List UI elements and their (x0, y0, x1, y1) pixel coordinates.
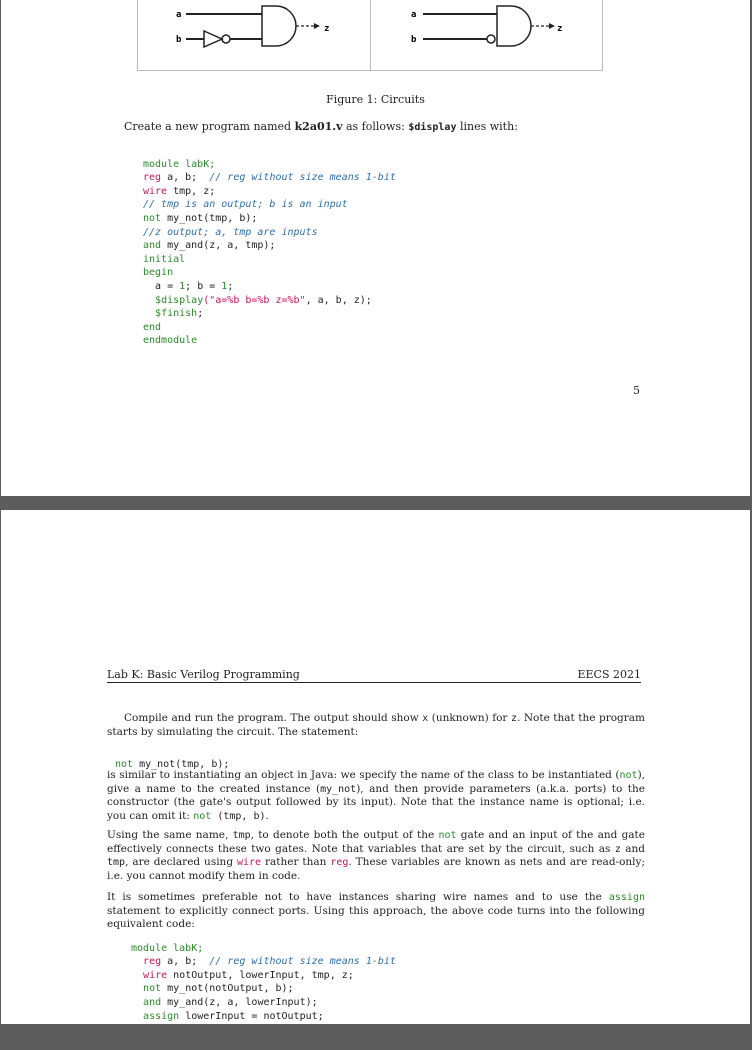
header-course: EECS 2021 (577, 668, 641, 681)
text: , to denote both the output of the (250, 829, 439, 841)
code-token: not (143, 212, 162, 224)
code-block-2 (131, 928, 396, 1050)
code-token: lowerInput = notOutput; (179, 1010, 324, 1022)
circuit-left-input-b: b (176, 35, 182, 45)
code-token: my_and(z, a, lowerInput); (161, 996, 318, 1008)
code-string: ("a=%b b=%b z=%b" (203, 294, 306, 306)
figure-caption: Figure 1: Circuits (326, 93, 425, 106)
circuit-left-input-a: a (176, 10, 182, 20)
code-line (143, 321, 396, 335)
code-line (143, 158, 396, 172)
code-block-1 (143, 144, 396, 375)
code-inline: not (438, 830, 457, 841)
code-token: end (143, 321, 162, 333)
code-token: my_and(z, a, tmp); (161, 240, 276, 252)
text: . (265, 809, 269, 822)
text: is similar to instantiating an object in Java: we specify the name of the class to be instantiated ( (107, 769, 620, 781)
code-line (131, 1010, 396, 1024)
code-line (131, 982, 396, 996)
inverter-bubble-icon (487, 35, 495, 43)
statement-code (115, 748, 229, 770)
code-line (143, 171, 396, 185)
code-line (143, 307, 396, 321)
text: , are declared using (125, 856, 237, 868)
code-line (143, 266, 396, 280)
code-inline: (tmp, b) (211, 810, 266, 822)
page-separator (0, 496, 752, 510)
code-token: begin (143, 267, 174, 279)
page-2 (1, 510, 750, 1024)
code-line (131, 955, 396, 969)
code-inline: not (193, 810, 212, 822)
circuit-left-diagram (138, 0, 370, 70)
code-line (131, 996, 396, 1010)
code-token: endmodule (143, 335, 198, 347)
circuit-right-input-a: a (411, 10, 417, 20)
code-token: and (143, 996, 162, 1008)
code-number: 1 (221, 280, 228, 292)
and-gate-icon (497, 6, 531, 46)
code-line (131, 942, 396, 956)
text: (unknown) for (428, 712, 511, 724)
code-line (143, 185, 396, 199)
intro-text-2: as follows: (342, 120, 409, 133)
code-inline: wire (236, 857, 262, 868)
circuit-right-diagram (371, 0, 603, 70)
intro-filename: k2a01.v (294, 120, 343, 133)
intro-text-1: Create a new program named (124, 120, 295, 133)
text: ), give a name to the created instance ( (107, 769, 645, 795)
code-token: my_not(tmp, b); (133, 759, 230, 770)
intro-display-keyword: $display (408, 122, 457, 133)
code-token: assign (143, 1010, 180, 1022)
code-token: ; (227, 280, 234, 292)
code-comment: // reg without size means 1-bit (209, 956, 396, 968)
code-token: reg (143, 956, 162, 968)
code-token: initial (143, 253, 186, 265)
code-token: not (115, 759, 134, 770)
paragraph-java-analogy (107, 769, 645, 823)
text: ), and then provide parameters (a.k.a. ports) to the constructor (the gate's output followed by its input). Note that the instance name is optional; i.e. you can omit it: (107, 782, 645, 822)
code-line (131, 969, 396, 983)
circuit-left-output-z: z (324, 24, 330, 34)
code-line (143, 253, 396, 267)
code-token: ; (197, 308, 204, 320)
code-token: and (143, 240, 162, 252)
code-token: reg (143, 172, 162, 184)
code-token: ; b = (185, 280, 222, 292)
paragraph-assign (107, 891, 645, 932)
paragraph-nets (107, 829, 645, 883)
and-gate-icon (262, 6, 296, 46)
code-inline: my_not (320, 783, 357, 795)
code-token: a, b; (161, 956, 210, 968)
text: . Note that the program starts by simulating the circuit. The statement: (107, 712, 646, 738)
code-token: wire (143, 185, 168, 197)
code-line (143, 334, 396, 348)
code-inline: tmp (107, 857, 126, 868)
code-inline: assign (608, 892, 645, 903)
code-line (143, 198, 396, 212)
code-token: notOutput, lowerInput, tmp, z; (167, 969, 354, 981)
code-line (143, 226, 396, 240)
code-line (143, 239, 396, 253)
page-number: 5 (633, 384, 640, 397)
circuit-right-input-b: b (411, 35, 417, 45)
code-token: module labK; (143, 158, 216, 170)
code-comment: // reg without size means 1-bit (209, 172, 396, 184)
code-token: a = (155, 280, 180, 292)
text: and (620, 842, 645, 855)
page-1 (1, 0, 750, 496)
header-title: Lab K: Basic Verilog Programming (107, 668, 300, 681)
code-token: , a, b, z); (305, 294, 372, 306)
code-inline: z (510, 713, 517, 724)
code-token: wire (143, 969, 168, 981)
code-comment: // tmp is an output; b is an input (143, 199, 348, 211)
code-inline: z (614, 843, 621, 855)
code-token: tmp, z; (167, 185, 216, 197)
code-token: not (143, 983, 162, 995)
text: gate and an input of the and gate effectively connects these two gates. Note that variables that are set by the circuit, such as (107, 829, 645, 855)
figure-box (137, 0, 603, 71)
code-line (143, 212, 396, 226)
code-inline: not (619, 770, 638, 781)
circuit-right-output-z: z (557, 24, 563, 34)
not-gate-icon (204, 31, 222, 47)
code-number: 1 (179, 280, 186, 292)
text: It is sometimes preferable not to have instances sharing wire names and to use the (107, 891, 609, 903)
text: Using the same name, (107, 829, 233, 841)
code-inline: reg (330, 857, 349, 868)
code-inline: x (422, 713, 429, 724)
intro-text-3: lines with: (456, 120, 518, 133)
text: rather than (261, 856, 331, 868)
code-line (143, 280, 396, 294)
code-inline: tmp (232, 830, 251, 841)
text: . These variables are known as nets and are read-only; i.e. you cannot modify them in code. (107, 856, 645, 882)
paragraph-compile (107, 712, 645, 739)
code-token: module labK; (131, 942, 204, 954)
code-line (143, 294, 396, 308)
code-token: a, b; (161, 172, 210, 184)
code-token: $finish (155, 308, 198, 320)
code-token: my_not(tmp, b); (161, 212, 258, 224)
text: statement to explicitly connect ports. Using this approach, the above code turns into the following equivalent code: (107, 904, 645, 930)
running-header (107, 668, 641, 683)
code-token: $display (155, 294, 204, 306)
page1-intro (124, 120, 664, 135)
code-token: my_not(notOutput, b); (161, 983, 294, 995)
text: Compile and run the program. The output should show (124, 712, 423, 724)
code-comment: //z output; a, tmp are inputs (143, 226, 318, 238)
